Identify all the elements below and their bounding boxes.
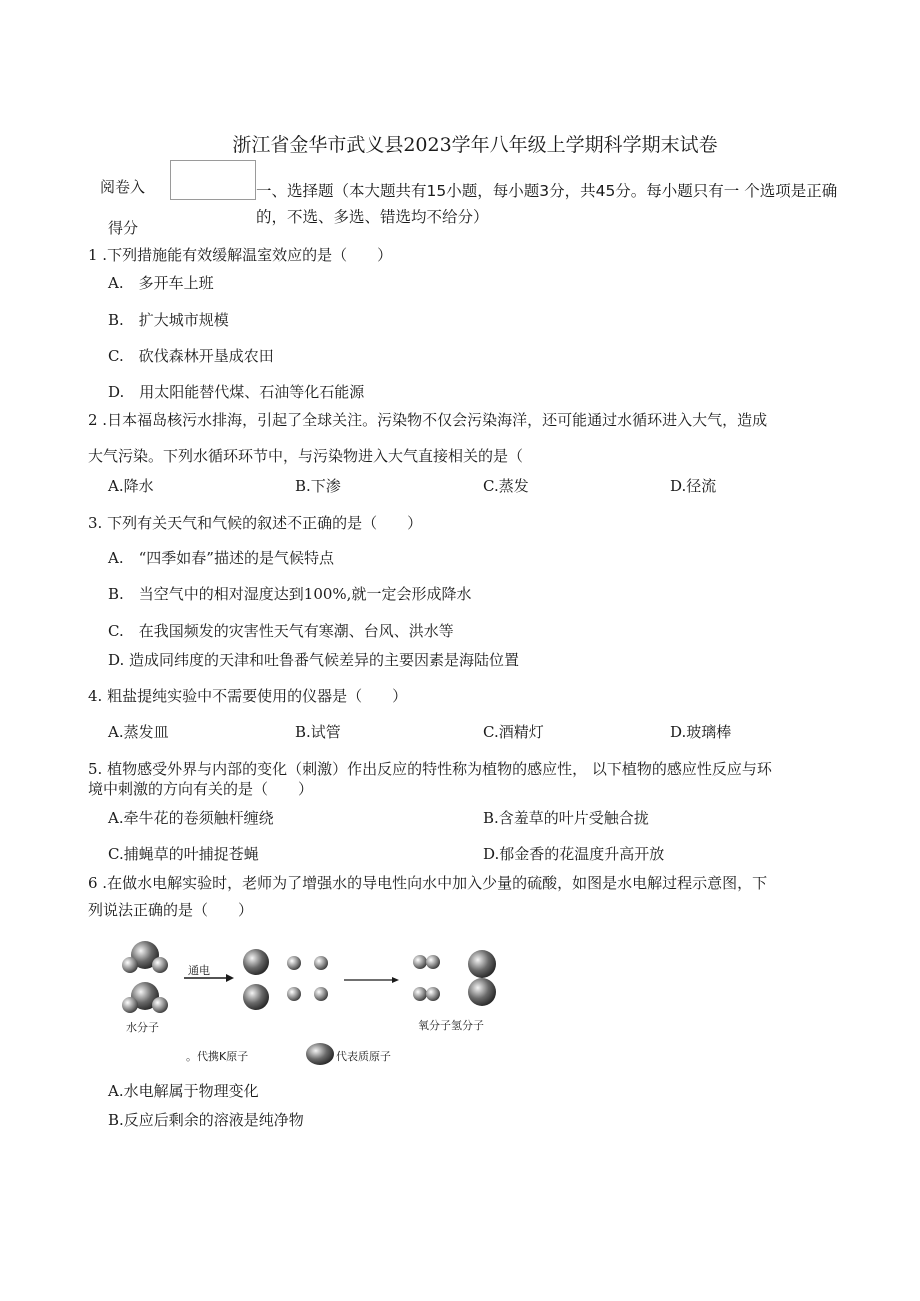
question-3-option-b: B. 当空气中的相对湿度达到100%,就一定会形成降水 [108,585,472,603]
question-5-stem-line-1: 5. 植物感受外界与内部的变化（刺激）作出反应的特性称为植物的感应性， 以下植物的感应性反应与环 [88,760,772,778]
water-molecule-label: 水分子 [126,1021,159,1034]
question-1-option-a: A. 多开车上班 [108,274,214,292]
legend-large-atom-label: 代表质原子 [336,1050,391,1063]
page-title: 浙江省金华市武义县2023学年八年级上学期科学期末试卷 [232,134,718,156]
legend-small-atom-label: 。代携K原子 [186,1050,249,1063]
question-3-option-c: C. 在我国频发的灾害性天气有寒潮、台风、洪水等 [108,622,454,640]
question-1-stem: 1 .下列措施能有效缓解温室效应的是（ ） [88,246,393,264]
question-5-option-b: B.含羞草的叶片受触合拢 [483,809,649,827]
question-6-option-b: B.反应后剩余的溶液是纯净物 [108,1111,304,1129]
question-2-option-a: A.降水 [108,477,154,495]
score-label: 得分 [108,219,139,237]
question-3-option-a: A. “四季如春”描述的是气候特点 [108,549,334,567]
electrolysis-diagram [108,938,508,1073]
reviewer-label: 阅卷入 [100,178,146,196]
hydrogen-molecule [413,955,440,969]
legend-large-atom [306,1043,334,1065]
question-1-option-d: D. 用太阳能替代煤、石油等化石能源 [108,383,365,401]
question-5-option-d: D.郁金香的花温度升高开放 [483,845,665,863]
question-6-stem-line-1: 6 .在做水电解实验时，老师为了增强水的导电性向水中加入少量的硫酸，如图是水电解过程示意图，下 [88,874,768,892]
question-3-stem: 3. 下列有关天气和气候的叙述不正确的是（ ） [88,514,423,532]
question-4-option-b: B.试管 [295,723,341,741]
question-2-option-b: B.下渗 [295,477,341,495]
question-6-option-a: A.水电解属于物理变化 [108,1082,259,1100]
question-5-stem-line-2: 境中刺激的方向有关的是（ ） [88,780,314,798]
score-box [170,160,256,200]
question-4-stem: 4. 粗盐提纯实验中不需要使用的仪器是（ ） [88,687,408,705]
water-molecule [122,941,168,973]
product-molecule-label: 氧分子氢分子 [418,1019,484,1032]
arrow-label: 通电 [188,964,210,977]
question-2-option-d: D.径流 [670,477,717,495]
reaction-arrow [344,977,399,983]
separated-atoms [243,949,328,1010]
question-4-option-c: C.酒精灯 [483,723,544,741]
question-3-option-d: D. 造成同纬度的天津和吐鲁番气候差异的主要因素是海陆位置 [108,651,520,669]
section-heading: 一、选择题（本大题共有15小题，每小题3分，共45分。每小题只有一 个选项是正确的，不选、多选、错选均不给分） [256,182,838,226]
question-2-option-c: C.蒸发 [483,477,529,495]
oxygen-molecule [468,950,496,1006]
question-6-stem-line-2: 列说法正确的是（ ） [88,901,254,919]
water-molecule [122,982,168,1013]
question-4-option-d: D.玻璃棒 [670,723,732,741]
question-1-option-b: B. 扩大城市规模 [108,311,229,329]
question-2-stem-line-1: 2 .日本福岛核污水排海，引起了全球关注。污染物不仅会污染海洋，还可能通过水循环进入大气，造成 [88,411,768,429]
question-1-option-c: C. 砍伐森林开垦成农田 [108,347,274,365]
question-2-stem-line-2: 大气污染。下列水循环环节中，与污染物进入大气直接相关的是（ [88,447,524,465]
question-4-option-a: A.蒸发皿 [108,723,169,741]
question-5-option-a: A.牵牛花的卷须触杆缠绕 [108,809,274,827]
hydrogen-molecule [413,987,440,1001]
question-5-option-c: C.捕蝇草的叶捕捉苍蝇 [108,845,259,863]
